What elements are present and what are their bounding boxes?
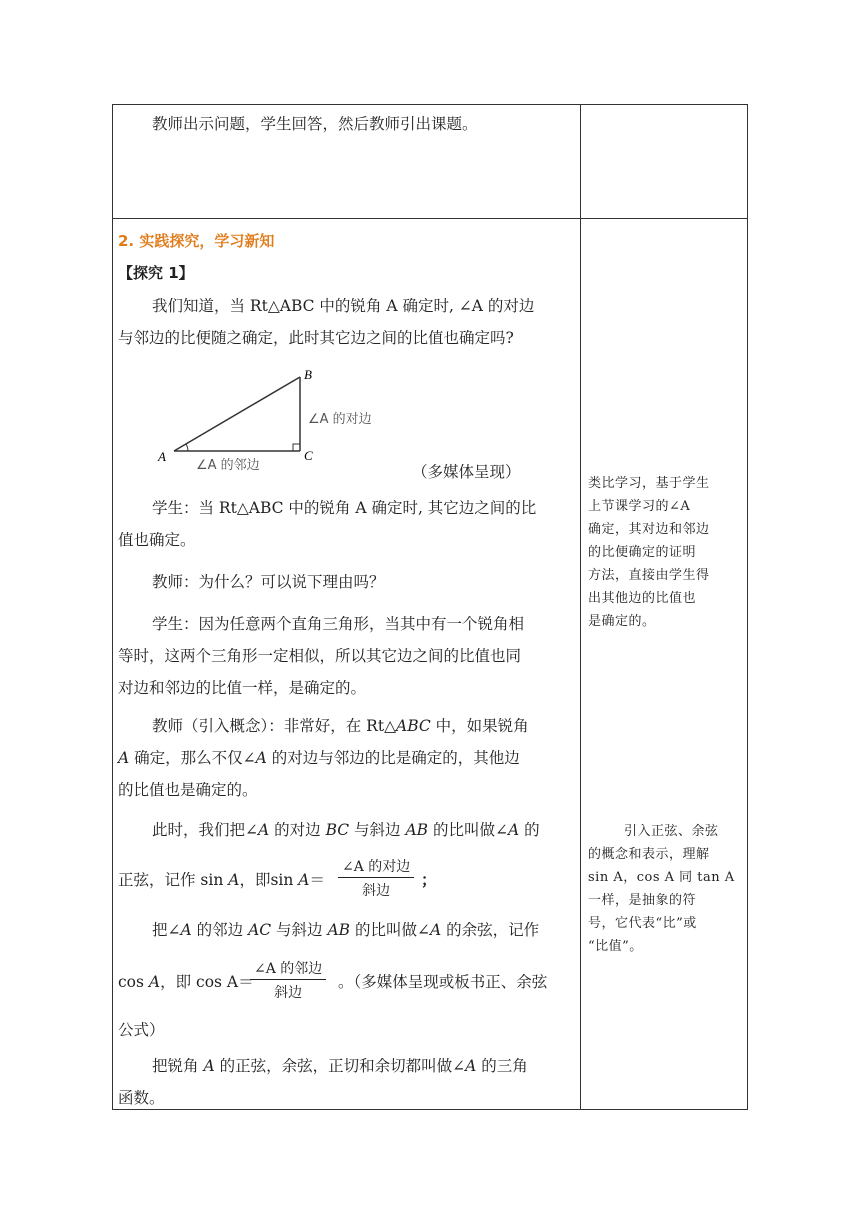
sine-end-mark: ； (421, 870, 437, 889)
right-triangle-figure (150, 360, 410, 475)
paragraph-7-line-2-start: cos A，即 cos A＝ (118, 973, 254, 991)
angle-a-arc (186, 444, 188, 451)
vertex-c-label: C (304, 448, 313, 463)
sine-denominator: 斜边 (362, 883, 391, 899)
sine-numerator: ∠A 的对边 (338, 856, 414, 878)
paragraph-6-line-2: 正弦，记作 sin A，即sin A＝ (118, 871, 325, 889)
paragraph-4-line-3: 对边和邻边的比值一样，是确定的。 (118, 679, 367, 697)
explore-tag: 【探究 1】 (118, 264, 194, 282)
sine-fraction (338, 856, 414, 900)
paragraph-7-line-2-end: 。（多媒体呈现或板书正、余弦 (338, 973, 548, 991)
opposite-side-label: ∠A 的对边 (308, 412, 372, 427)
paragraph-4-line-1: 学生：因为任意两个直角三角形，当其中有一个锐角相 (152, 615, 525, 633)
section-heading: 2. 实践探究，学习新知 (118, 232, 275, 250)
side-ab (174, 377, 300, 451)
cosine-fraction (250, 958, 326, 1002)
right-angle-mark (293, 444, 300, 451)
paragraph-5-line-3: 的比值也是确定的。 (118, 781, 258, 799)
design-note-2: 引入正弦、余弦 的概念和表示，理解 sin A，cos A 同 tan A 一样，是抽象的符 号，它代表“比”或 “比值”。 (588, 824, 735, 954)
row1-text: 教师出示问题，学生回答，然后教师引出课题。 (152, 115, 478, 133)
paragraph-7-line-3: 公式） (118, 1021, 165, 1039)
column-divider (580, 104, 581, 1110)
vertex-b-label: B (304, 367, 312, 382)
adjacent-side-label: ∠A 的邻边 (196, 458, 260, 473)
paragraph-1-line-1: 我们知道，当 Rt△ABC 中的锐角 A 确定时, ∠A 的对边 (152, 297, 535, 315)
paragraph-2-line-1: 学生：当 Rt△ABC 中的锐角 A 确定时, 其它边之间的比 (152, 499, 537, 517)
cosine-numerator: ∠A 的邻边 (250, 958, 326, 980)
paragraph-3: 教师：为什么？可以说下理由吗？ (152, 573, 385, 591)
paragraph-5-line-1: 教师（引入概念）：非常好，在 Rt△ABC 中，如果锐角 (152, 717, 529, 735)
media-note: （多媒体呈现） (412, 463, 521, 481)
paragraph-8-line-1: 把锐角 A 的正弦，余弦，正切和余切都叫做∠A 的三角 (152, 1057, 528, 1075)
paragraph-4-line-2: 等时，这两个三角形一定相似，所以其它边之间的比值也同 (118, 647, 522, 665)
paragraph-6-line-1: 此时，我们把∠A 的对边 BC 与斜边 AB 的比叫做∠A 的 (152, 821, 540, 839)
design-note-1: 类比学习，基于学生 上节课学习的∠A 确定，其对边和邻边 的比便确定的证明 方法，直接由学生得 出其他边的比值也 是确定的。 (588, 476, 710, 629)
row-divider (112, 218, 748, 219)
paragraph-5-line-2: A 确定，那么不仅∠A 的对边与邻边的比是确定的，其他边 (118, 749, 520, 767)
paragraph-8-line-2: 函数。 (118, 1089, 165, 1107)
cosine-denominator: 斜边 (274, 985, 303, 1001)
paragraph-2-line-2: 值也确定。 (118, 531, 196, 549)
paragraph-7-line-1: 把∠A 的邻边 AC 与斜边 AB 的比叫做∠A 的余弦，记作 (152, 921, 540, 939)
vertex-a-label: A (158, 449, 166, 464)
paragraph-1-line-2: 与邻边的比便随之确定，此时其它边之间的比值也确定吗? (118, 329, 514, 347)
